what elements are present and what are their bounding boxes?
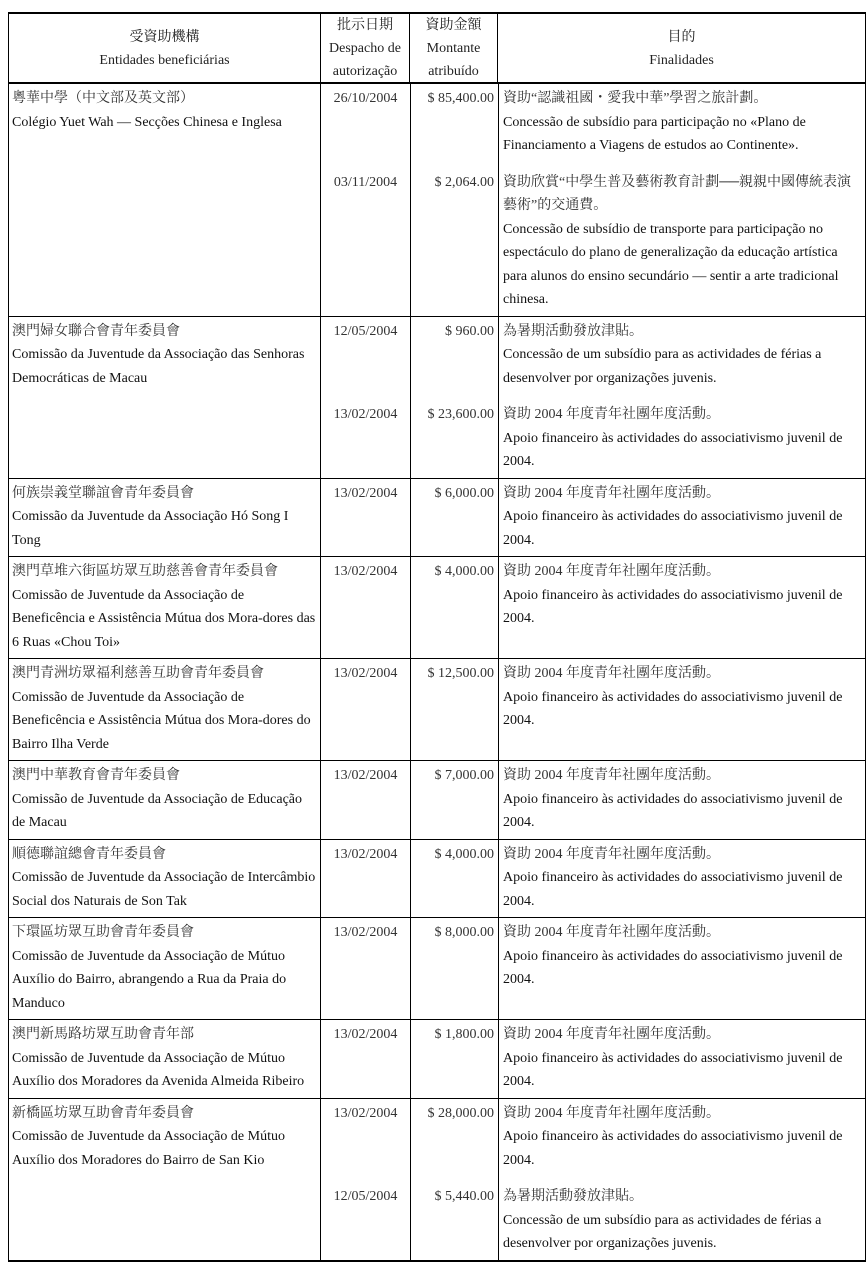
purpose-pt: Apoio financeiro às actividades do associativismo juvenil de 2004.: [503, 509, 843, 548]
grant-entry: [321, 761, 865, 839]
purpose-pt: Concessão de subsídio para participação no «Plano de Financiamento a Viagens de estudos ao Continente».: [503, 114, 806, 153]
grant-amount: $ 4,000.00: [410, 557, 498, 658]
grant-purpose: [498, 400, 865, 478]
grant-entry: [321, 168, 865, 316]
header-entity: [9, 14, 320, 83]
table-header: [9, 14, 865, 84]
grant-purpose: [498, 317, 865, 401]
table-row: [9, 840, 865, 919]
grant-purpose: [498, 557, 865, 658]
entity-cell: [9, 84, 320, 316]
purpose-zh: 資助 2004 年度青年社團年度活動。: [503, 768, 720, 783]
grants-cell: [320, 840, 865, 918]
grants-cell: [320, 84, 865, 316]
grant-date: 13/02/2004: [333, 666, 398, 681]
entity-name-pt: Comissão de Juventude da Associação de Mútuo Auxílio dos Moradores da Avenida Almeida Ribeiro: [12, 1050, 305, 1089]
purpose-zh: 為暑期活動發放津貼。: [503, 323, 643, 339]
grant-purpose: [498, 1020, 865, 1098]
table-row: [9, 479, 865, 558]
grant-date: 13/02/2004: [333, 564, 398, 579]
grants-cell: [320, 1020, 865, 1098]
purpose-pt: Apoio financeiro às actividades do associativismo juvenil de 2004.: [503, 948, 843, 987]
purpose-zh: 資助 2004 年度青年社團年度活動。: [503, 666, 720, 681]
purpose-zh: 資助欣賞“中學生普及藝術教育計劃──親親中國傳統表演藝術”的交通費。: [503, 174, 852, 213]
purpose-pt: Concessão de um subsídio para as actividades de férias a desenvolver por organizações juvenis.: [503, 347, 822, 386]
header-amount-pt1: Montante: [426, 41, 481, 56]
grant-date: 12/05/2004: [333, 1189, 398, 1204]
grants-cell: [320, 317, 865, 478]
header-amount-zh: 資助金額: [425, 18, 482, 33]
entity-name-pt: Comissão de Juventude da Associação de Beneficência e Assistência Mútua dos Mora-dores das 6 Ruas «Chou Toi»: [12, 587, 316, 650]
grant-amount: $ 8,000.00: [410, 918, 498, 1019]
grant-amount: $ 85,400.00: [410, 84, 498, 168]
grants-cell: [320, 918, 865, 1019]
grant-purpose: [498, 761, 865, 839]
table-row: [9, 557, 865, 659]
entity-name-zh: 澳門婦女聯合會青年委員會: [12, 323, 180, 339]
grant-purpose: [498, 168, 865, 316]
grant-date: 13/02/2004: [333, 925, 398, 940]
grant-date: 13/02/2004: [333, 846, 398, 862]
entity-name-zh: 澳門中華教育會青年委員會: [12, 768, 180, 783]
subsidy-table: [8, 12, 866, 1262]
grant-purpose: [498, 479, 865, 557]
grant-amount: $ 1,800.00: [410, 1020, 498, 1098]
grant-amount: $ 6,000.00: [410, 479, 498, 557]
grant-date: 12/05/2004: [333, 323, 398, 339]
grant-entry: [321, 84, 865, 168]
table-row: [9, 1099, 865, 1260]
table-row: [9, 761, 865, 840]
grant-entry: [321, 1099, 865, 1183]
table-body: [9, 84, 865, 1260]
purpose-zh: 資助 2004 年度青年社團年度活動。: [503, 407, 720, 422]
grant-entry: [321, 557, 865, 658]
table-row: [9, 918, 865, 1020]
grant-entry: [321, 1182, 865, 1260]
entity-name-pt: Colégio Yuet Wah — Secções Chinesa e Inglesa: [12, 114, 282, 130]
purpose-pt: Apoio financeiro às actividades do associativismo juvenil de 2004.: [503, 870, 843, 909]
entity-name-pt: Comissão de Juventude da Associação de Educação de Macau: [12, 791, 303, 830]
purpose-zh: 資助 2004 年度青年社團年度活動。: [503, 1105, 720, 1121]
grant-purpose: [498, 918, 865, 1019]
grant-date: 13/02/2004: [333, 485, 398, 501]
purpose-pt: Apoio financeiro às actividades do associativismo juvenil de 2004.: [503, 689, 843, 728]
grant-amount: $ 960.00: [410, 317, 498, 401]
header-purpose-pt: Finalidades: [649, 52, 714, 68]
purpose-pt: Apoio financeiro às actividades do associativismo juvenil de 2004.: [503, 791, 843, 830]
entity-cell: [9, 840, 320, 918]
grants-cell: [320, 659, 865, 760]
grant-date: 03/11/2004: [333, 174, 398, 190]
header-purpose: [497, 14, 865, 83]
entity-name-pt: Comissão de Juventude da Associação de Beneficência e Assistência Mútua dos Mora-dores do Bairro Ilha Verde: [12, 689, 311, 752]
header-date: [320, 14, 409, 83]
grant-entry: [321, 840, 865, 918]
header-date-zh: 批示日期: [337, 18, 393, 33]
header-date-pt1: Despacho de: [329, 41, 401, 56]
header-date-pt2: autorização: [332, 64, 398, 79]
purpose-zh: 資助 2004 年度青年社團年度活動。: [503, 925, 720, 940]
header-amount: [409, 14, 497, 83]
entity-name-pt: Comissão de Juventude da Associação de Mútuo Auxílio do Bairro, abrangendo a Rua da Praia do Manduco: [12, 948, 287, 1011]
header-entity-zh: 受資助機構: [129, 29, 200, 45]
entity-cell: [9, 557, 320, 658]
table-row: [9, 659, 865, 761]
entity-name-zh: 何族崇義堂聯誼會青年委員會: [12, 485, 194, 501]
grant-date: 13/02/2004: [333, 407, 398, 422]
header-purpose-zh: 目的: [667, 29, 696, 45]
entity-name-zh: 澳門新馬路坊眾互助會青年部: [12, 1027, 194, 1042]
entity-name-zh: 澳門青洲坊眾福利慈善互助會青年委員會: [12, 666, 264, 681]
grant-entry: [321, 659, 865, 760]
grant-date: 13/02/2004: [333, 768, 398, 783]
grant-purpose: [498, 840, 865, 918]
grant-entry: [321, 1020, 865, 1098]
purpose-zh: 資助 2004 年度青年社團年度活動。: [503, 846, 720, 862]
grant-entry: [321, 918, 865, 1019]
header-amount-pt2: atribuído: [428, 64, 479, 79]
grant-date: 13/02/2004: [333, 1027, 398, 1042]
grant-amount: $ 23,600.00: [410, 400, 498, 478]
grant-purpose: [498, 1099, 865, 1183]
grant-entry: [321, 400, 865, 478]
header-entity-pt: Entidades beneficiárias: [99, 52, 230, 68]
entity-name-zh: 下環區坊眾互助會青年委員會: [12, 925, 194, 940]
entity-name-zh: 澳門草堆六街區坊眾互助慈善會青年委員會: [12, 564, 278, 579]
grant-purpose: [498, 1182, 865, 1260]
entity-name-pt: Comissão da Juventude da Associação Hó Song I Tong: [12, 509, 289, 548]
entity-name-zh: 順德聯誼總會青年委員會: [12, 846, 166, 862]
grants-cell: [320, 479, 865, 557]
grants-cell: [320, 557, 865, 658]
entity-name-zh: 新橋區坊眾互助會青年委員會: [12, 1105, 194, 1121]
entity-cell: [9, 761, 320, 839]
purpose-pt: Apoio financeiro às actividades do associativismo juvenil de 2004.: [503, 1129, 843, 1168]
purpose-pt: Apoio financeiro às actividades do associativismo juvenil de 2004.: [503, 430, 843, 469]
entity-cell: [9, 317, 320, 478]
grant-amount: $ 5,440.00: [410, 1182, 498, 1260]
grant-amount: $ 12,500.00: [410, 659, 498, 760]
purpose-zh: 為暑期活動發放津貼。: [503, 1189, 643, 1204]
grant-date: 13/02/2004: [333, 1105, 398, 1121]
grant-amount: $ 28,000.00: [410, 1099, 498, 1183]
entity-name-pt: Comissão de Juventude da Associação de Mútuo Auxílio dos Moradores do Bairro de San Kio: [12, 1129, 285, 1168]
grant-entry: [321, 479, 865, 557]
entity-cell: [9, 1020, 320, 1098]
purpose-zh: 資助 2004 年度青年社團年度活動。: [503, 485, 720, 501]
grant-entry: [321, 317, 865, 401]
entity-cell: [9, 479, 320, 557]
entity-name-pt: Comissão de Juventude da Associação de Intercâmbio Social dos Naturais de Son Tak: [12, 870, 316, 909]
grants-cell: [320, 1099, 865, 1260]
table-row: [9, 84, 865, 317]
grants-cell: [320, 761, 865, 839]
grant-amount: $ 2,064.00: [410, 168, 498, 316]
entity-cell: [9, 1099, 320, 1260]
purpose-pt: Concessão de um subsídio para as actividades de férias a desenvolver por organizações juvenis.: [503, 1212, 822, 1251]
grant-purpose: [498, 84, 865, 168]
purpose-pt: Apoio financeiro às actividades do associativismo juvenil de 2004.: [503, 587, 843, 626]
entity-name-pt: Comissão da Juventude da Associação das Senhoras Democráticas de Macau: [12, 347, 305, 386]
purpose-zh: 資助“認識祖國・愛我中華”學習之旅計劃。: [503, 91, 768, 106]
entity-cell: [9, 918, 320, 1019]
table-row: [9, 317, 865, 479]
entity-name-zh: 粵華中學（中文部及英文部）: [12, 91, 194, 106]
purpose-pt: Concessão de subsídio de transporte para participação no espectáculo do plano de generalização da educação artística para alunos do ensino secundário — sentir a arte tradicional chinesa.: [503, 221, 839, 307]
grant-amount: $ 4,000.00: [410, 840, 498, 918]
purpose-zh: 資助 2004 年度青年社團年度活動。: [503, 564, 720, 579]
entity-cell: [9, 659, 320, 760]
purpose-pt: Apoio financeiro às actividades do associativismo juvenil de 2004.: [503, 1050, 843, 1089]
purpose-zh: 資助 2004 年度青年社團年度活動。: [503, 1027, 720, 1042]
grant-purpose: [498, 659, 865, 760]
grant-date: 26/10/2004: [333, 91, 398, 106]
table-row: [9, 1020, 865, 1099]
grant-amount: $ 7,000.00: [410, 761, 498, 839]
